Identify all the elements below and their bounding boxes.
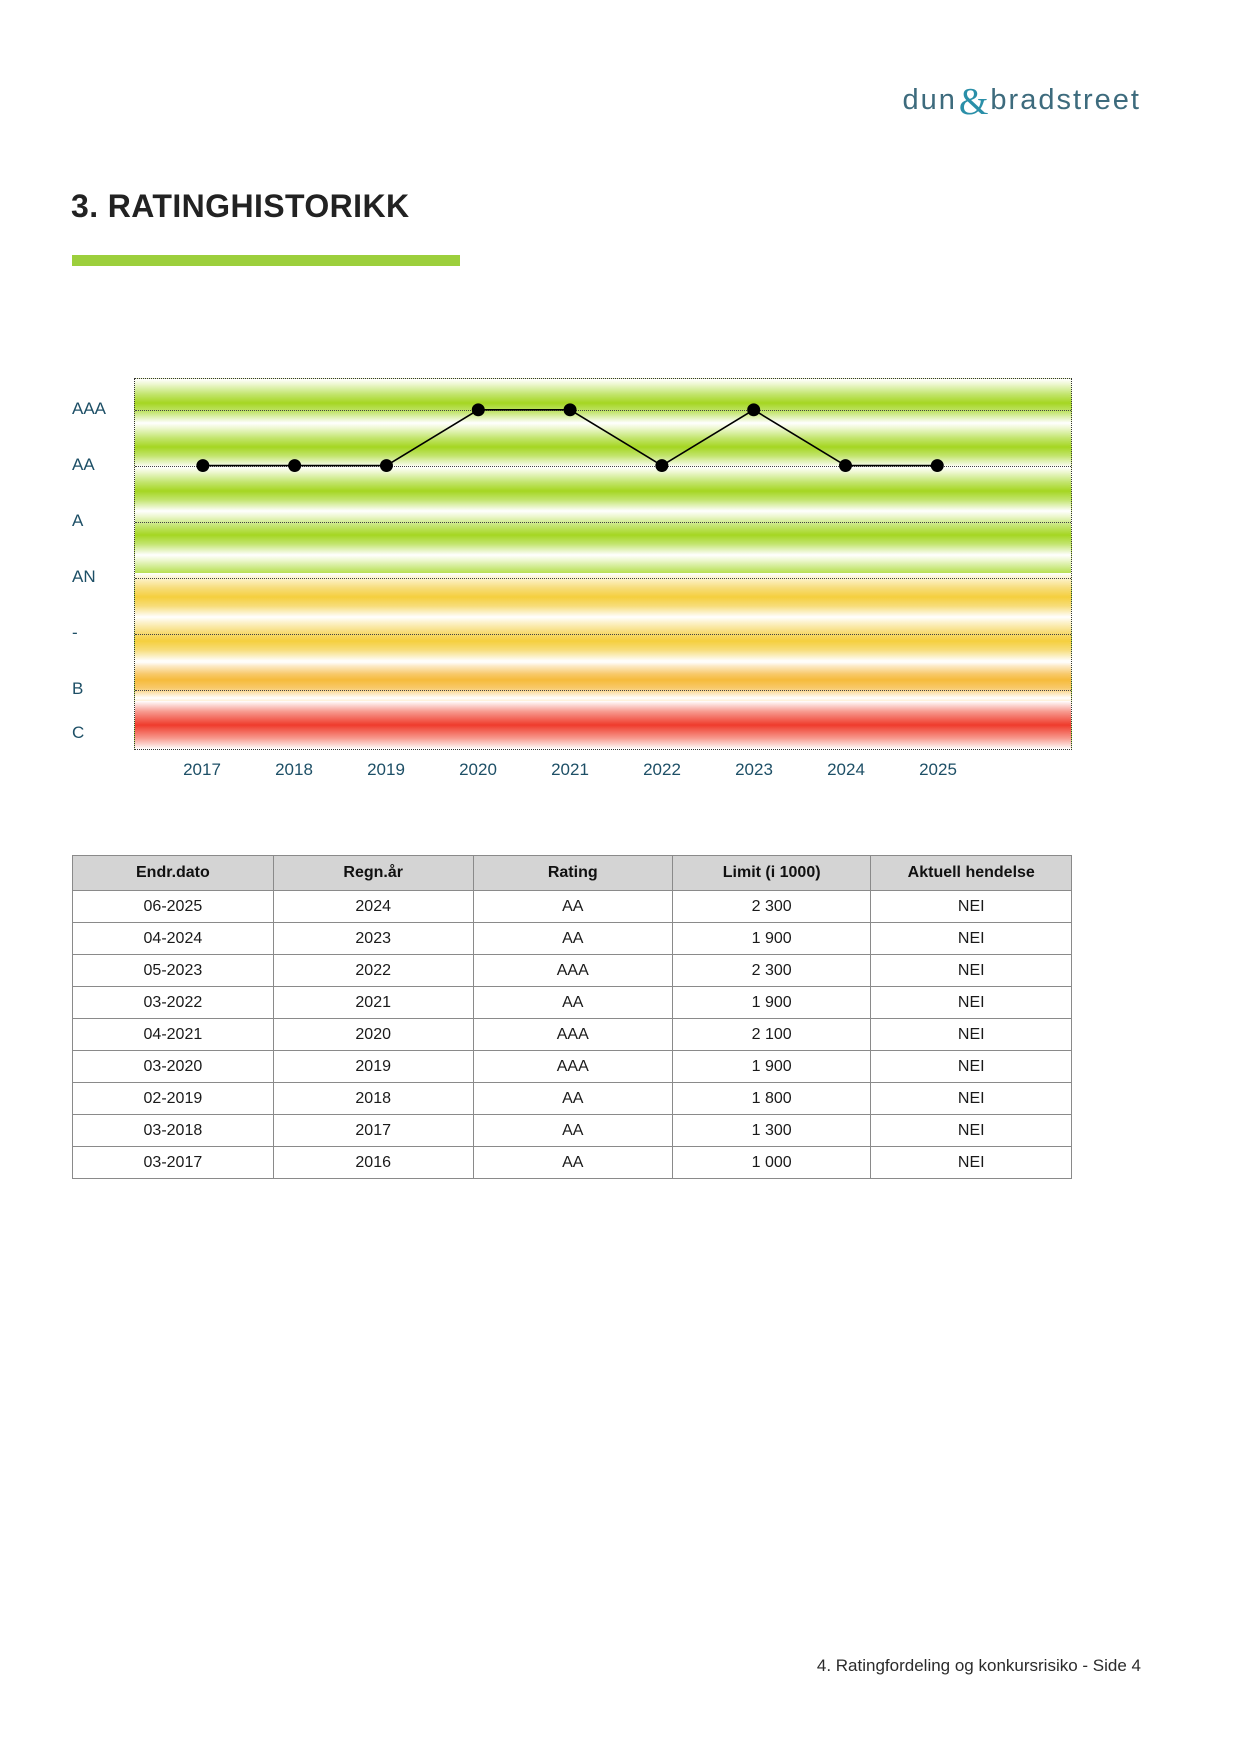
- table-row: [73, 891, 1072, 923]
- x-axis-label-2025: 2025: [919, 760, 957, 779]
- dun-bradstreet-logo: [902, 78, 1141, 122]
- cell-endrdato: 06-2025: [73, 891, 274, 923]
- y-axis-label-aa: AA: [72, 455, 95, 474]
- x-axis-label-2023: 2023: [735, 760, 773, 779]
- x-axis-label-2021: 2021: [551, 760, 589, 779]
- x-axis-label-2024: 2024: [827, 760, 865, 779]
- table-row: [73, 1051, 1072, 1083]
- cell-rating: AA: [473, 1147, 672, 1179]
- cell-endrdato: 05-2023: [73, 955, 274, 987]
- table-header-regnar: Regn.år: [273, 856, 473, 891]
- page-title: 3. RATINGHISTORIKK: [71, 188, 410, 224]
- cell-endrdato: 03-2017: [73, 1147, 274, 1179]
- x-axis-label-2020: 2020: [459, 760, 497, 779]
- cell-limit: 1 800: [672, 1083, 871, 1115]
- table-header-aktuell-hendelse: Aktuell hendelse: [871, 856, 1072, 891]
- logo-word-dun: dun: [902, 83, 957, 116]
- cell-regnar: 2022: [273, 955, 473, 987]
- y-axis-label-dash: -: [72, 623, 78, 642]
- table-row: [73, 1115, 1072, 1147]
- table-row: [73, 1083, 1072, 1115]
- x-axis-label-2022: 2022: [643, 760, 681, 779]
- cell-endrdato: 02-2019: [73, 1083, 274, 1115]
- data-point-2018: [288, 459, 301, 472]
- cell-hendelse: NEI: [871, 1019, 1072, 1051]
- data-point-2021: [564, 403, 577, 416]
- x-axis-label-2017: 2017: [183, 760, 221, 779]
- data-point-2025: [931, 459, 944, 472]
- cell-regnar: 2021: [273, 987, 473, 1019]
- table-row: [73, 1147, 1072, 1179]
- cell-rating: AAA: [473, 955, 672, 987]
- cell-rating: AAA: [473, 1019, 672, 1051]
- cell-hendelse: NEI: [871, 987, 1072, 1019]
- cell-regnar: 2019: [273, 1051, 473, 1083]
- table-row: [73, 955, 1072, 987]
- cell-rating: AA: [473, 891, 672, 923]
- y-axis-label-b: B: [72, 679, 84, 698]
- data-point-2017: [196, 459, 209, 472]
- cell-limit: 1 000: [672, 1147, 871, 1179]
- cell-regnar: 2017: [273, 1115, 473, 1147]
- cell-limit: 2 300: [672, 891, 871, 923]
- data-point-2022: [655, 459, 668, 472]
- table-header-row: [73, 856, 1072, 891]
- cell-regnar: 2024: [273, 891, 473, 923]
- cell-limit: 2 300: [672, 955, 871, 987]
- rating-history-table: [72, 855, 1072, 1179]
- cell-rating: AAA: [473, 1051, 672, 1083]
- cell-limit: 2 100: [672, 1019, 871, 1051]
- table-row: [73, 987, 1072, 1019]
- cell-endrdato: 03-2018: [73, 1115, 274, 1147]
- table-header-limit: Limit (i 1000): [672, 856, 871, 891]
- data-point-2019: [380, 459, 393, 472]
- cell-regnar: 2016: [273, 1147, 473, 1179]
- page-footer: 4. Ratingfordeling og konkursrisiko - Side 4: [816, 1656, 1141, 1675]
- y-axis-label-c: C: [72, 723, 85, 742]
- cell-hendelse: NEI: [871, 923, 1072, 955]
- data-point-2023: [747, 403, 760, 416]
- y-axis-label-a: A: [72, 511, 84, 530]
- x-axis-label-2018: 2018: [275, 760, 313, 779]
- chart-plot-area: [134, 378, 1072, 750]
- cell-regnar: 2020: [273, 1019, 473, 1051]
- title-underline-rule: [72, 255, 460, 266]
- rating-history-chart: [72, 378, 1072, 798]
- cell-hendelse: NEI: [871, 955, 1072, 987]
- x-axis-label-2019: 2019: [367, 760, 405, 779]
- cell-endrdato: 04-2021: [73, 1019, 274, 1051]
- table-header-endrdato: Endr.dato: [73, 856, 274, 891]
- ampersand-icon: &: [958, 81, 989, 123]
- cell-hendelse: NEI: [871, 1115, 1072, 1147]
- cell-regnar: 2018: [273, 1083, 473, 1115]
- table-row: [73, 1019, 1072, 1051]
- data-point-2020: [472, 403, 485, 416]
- cell-endrdato: 03-2022: [73, 987, 274, 1019]
- cell-hendelse: NEI: [871, 1051, 1072, 1083]
- cell-hendelse: NEI: [871, 1147, 1072, 1179]
- cell-rating: AA: [473, 1083, 672, 1115]
- table-row: [73, 923, 1072, 955]
- cell-limit: 1 900: [672, 923, 871, 955]
- cell-hendelse: NEI: [871, 1083, 1072, 1115]
- cell-rating: AA: [473, 1115, 672, 1147]
- cell-limit: 1 900: [672, 987, 871, 1019]
- cell-hendelse: NEI: [871, 891, 1072, 923]
- cell-endrdato: 04-2024: [73, 923, 274, 955]
- chart-x-axis-labels: [134, 760, 1072, 790]
- cell-endrdato: 03-2020: [73, 1051, 274, 1083]
- table-header-rating: Rating: [473, 856, 672, 891]
- cell-rating: AA: [473, 923, 672, 955]
- y-axis-label-an: AN: [72, 567, 96, 586]
- cell-limit: 1 900: [672, 1051, 871, 1083]
- chart-y-axis-labels: [72, 378, 134, 750]
- logo-word-bradstreet: bradstreet: [990, 83, 1141, 116]
- cell-limit: 1 300: [672, 1115, 871, 1147]
- y-axis-label-aaa: AAA: [72, 399, 107, 418]
- cell-regnar: 2023: [273, 923, 473, 955]
- cell-rating: AA: [473, 987, 672, 1019]
- data-point-2024: [839, 459, 852, 472]
- rating-series-line: [135, 379, 1071, 749]
